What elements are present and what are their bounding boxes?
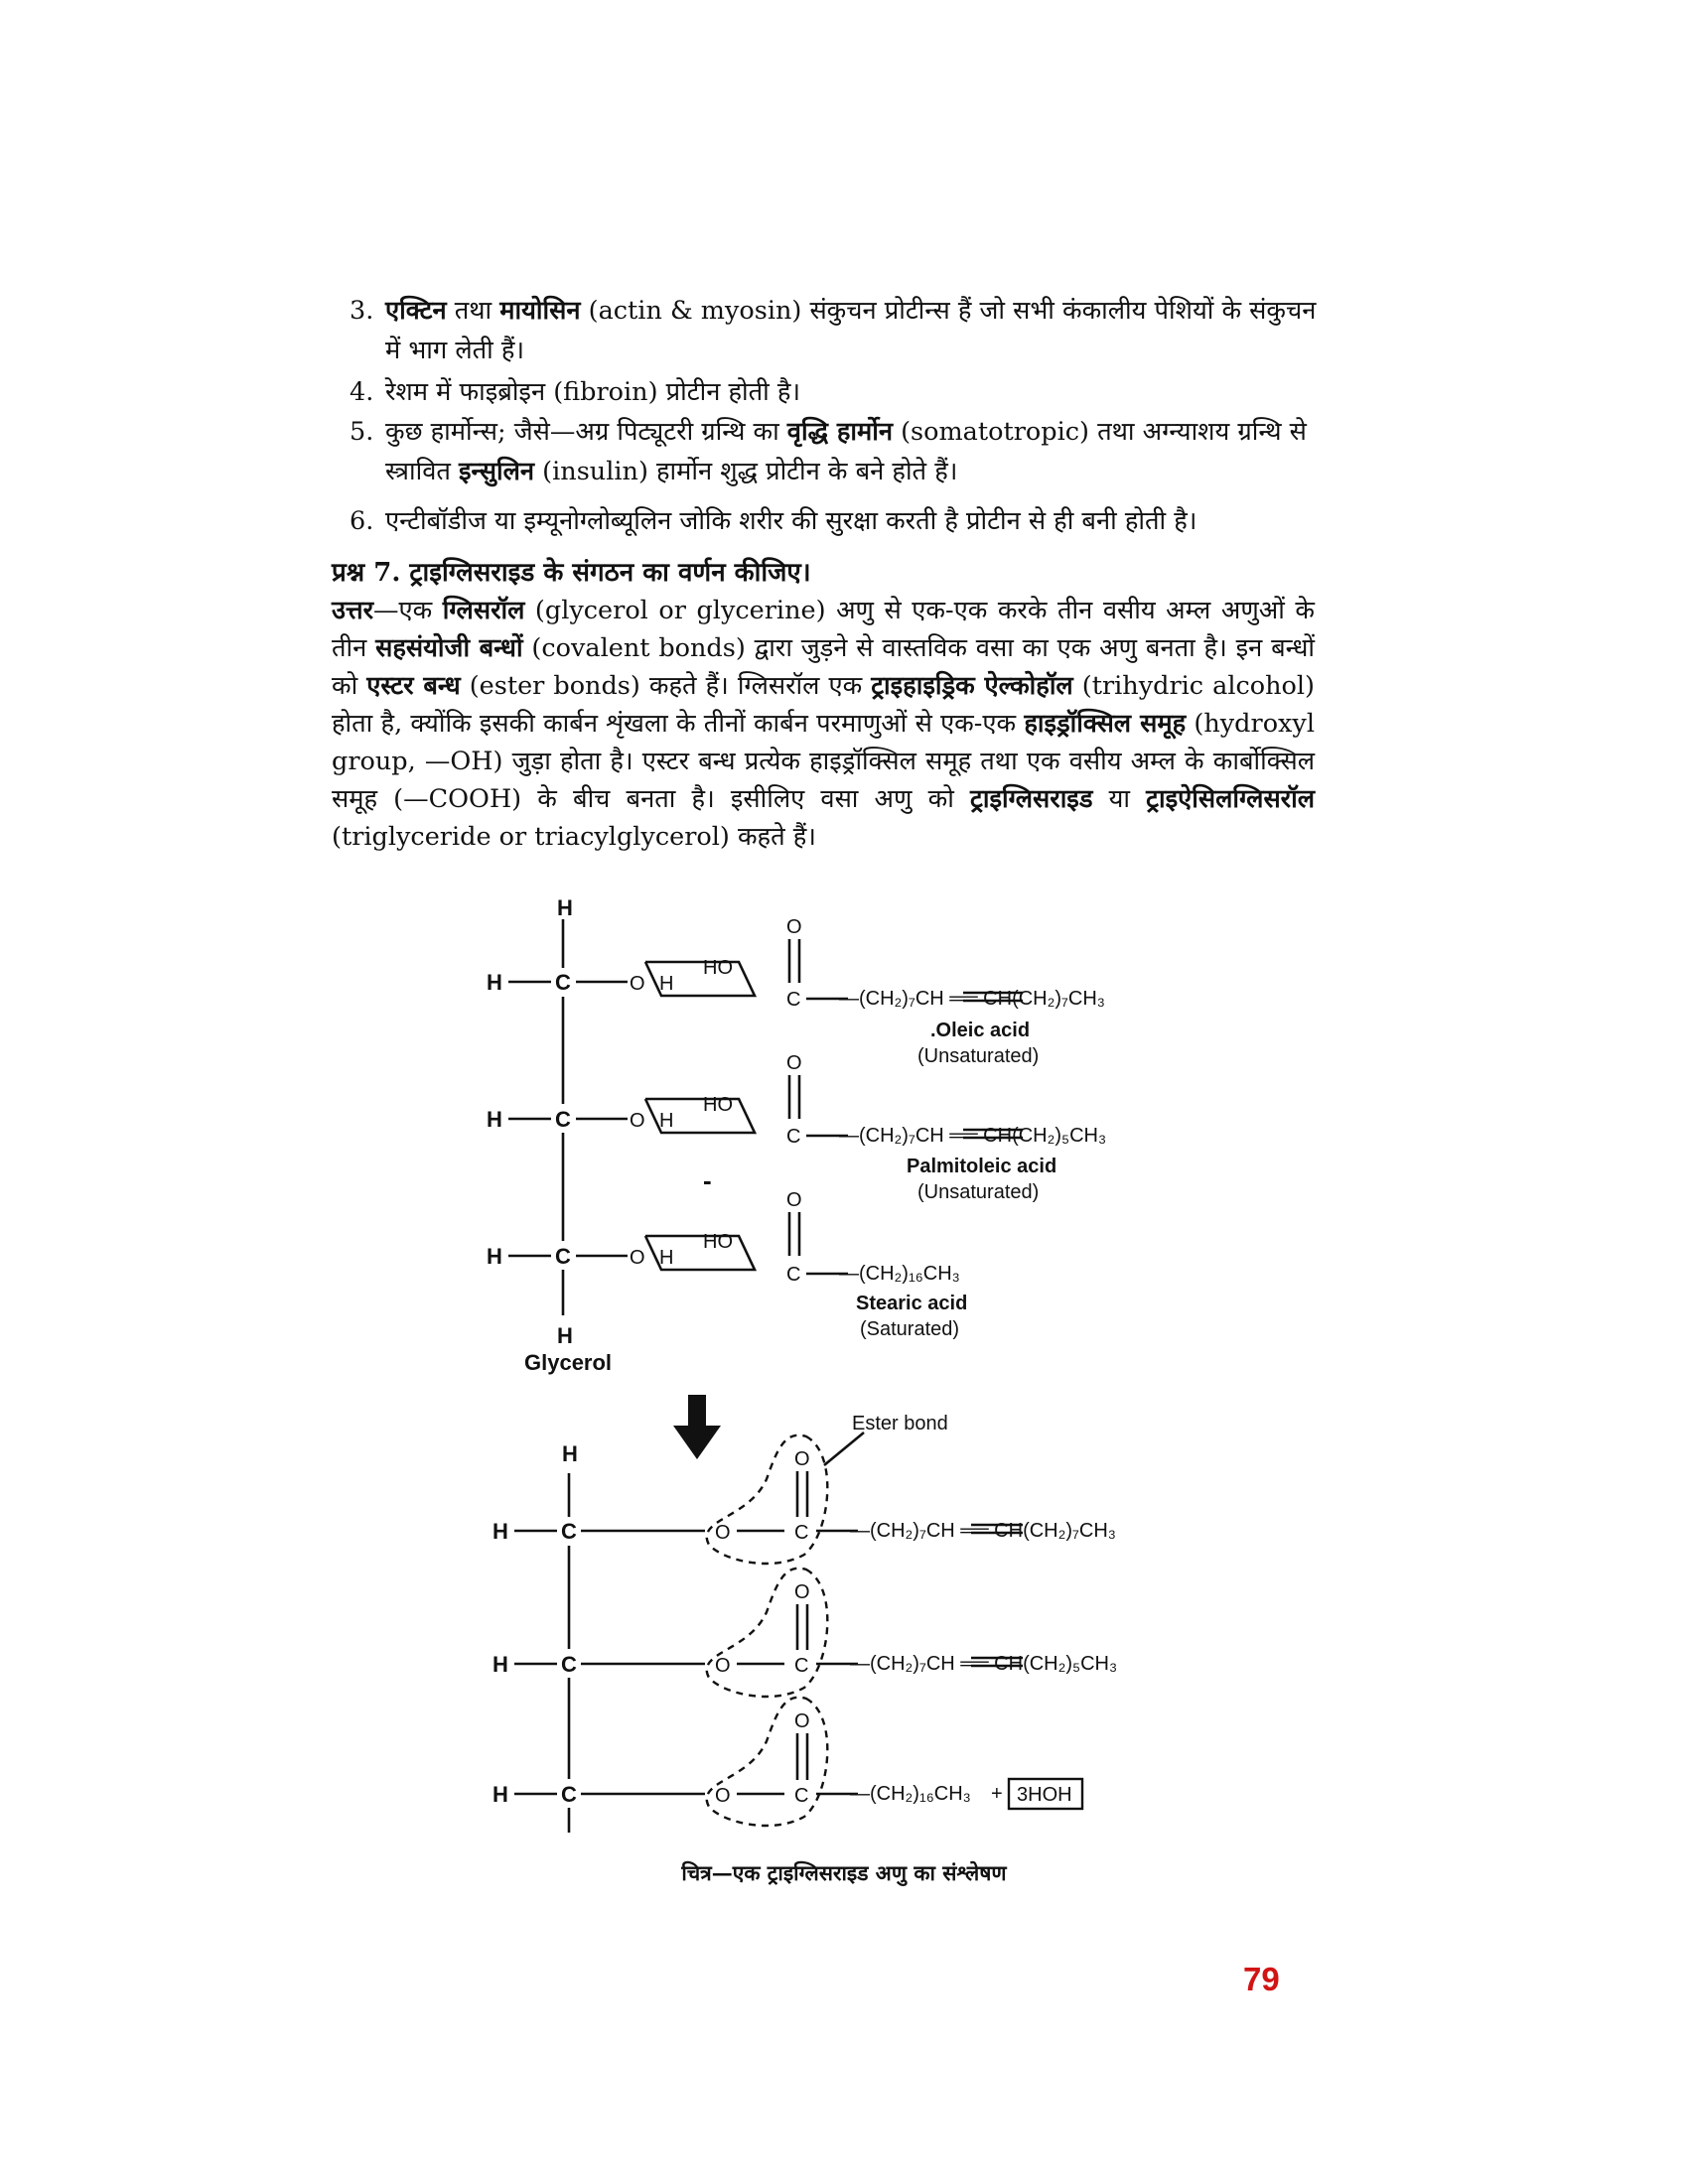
ester-o: O (715, 1655, 731, 1677)
carboxyl-c: C (786, 1126, 801, 1148)
hydroxyl-o: O (630, 1110, 645, 1132)
c-label: C (561, 1519, 577, 1544)
ester-bond-label: Ester bond (852, 1413, 948, 1434)
palmitoleic-acid-label: Palmitoleic acid (907, 1156, 1057, 1177)
list-number: 5. (350, 417, 374, 447)
h-label: H (487, 970, 502, 995)
carboxyl-ho: HO (703, 1231, 733, 1253)
hydroxyl-h: H (659, 1110, 674, 1132)
carboxyl-ho: HO (703, 957, 733, 979)
carboxyl-ho: HO (703, 1094, 733, 1116)
text-run: (ester bonds) कहते हैं। ग्लिसरॉल एक (460, 671, 872, 701)
question-heading: प्रश्न 7. ट्राइग्लिसराइड के संगठन का वर्णन कीजिए। (332, 558, 811, 588)
oleic-acid-label: .Oleic acid (930, 1020, 1031, 1041)
ester-c: C (794, 1785, 809, 1807)
c-label: C (555, 970, 571, 995)
carbonyl-o: O (794, 1448, 810, 1470)
text-run: (triglyceride or triacylglycerol) कहते हैं। (332, 822, 816, 852)
figure-caption: चित्र—एक ट्राइग्लिसराइड अणु का संश्लेषण (681, 1860, 1007, 1885)
carbonyl-o: O (786, 1052, 802, 1074)
chain-stearic: —(CH₂)₁₆CH₃ (850, 1783, 971, 1805)
text-run: या (1092, 784, 1147, 814)
text-run: —एक (373, 596, 443, 625)
bold-term: ट्राइग्लिसराइड (969, 784, 1093, 814)
ester-c: C (794, 1522, 809, 1544)
plus-sign: + (991, 1783, 1003, 1805)
ester-o: O (715, 1522, 731, 1544)
oleic-acid-type: (Unsaturated) (917, 1045, 1040, 1067)
hydroxyl-o: O (630, 973, 645, 995)
c-label: C (561, 1652, 577, 1677)
palmitoleic-acid-type: (Unsaturated) (917, 1181, 1040, 1203)
hydroxyl-o: O (630, 1247, 645, 1269)
bold-term: ट्राइहाइड्रिक ऐल्कोहॉल (871, 671, 1073, 701)
list-number: 4. (350, 377, 374, 407)
bold-term: इन्सुलिन (459, 457, 535, 486)
carboxyl-c: C (786, 1264, 801, 1286)
h-label: H (492, 1652, 508, 1677)
text-run: (trihydric alcohol) होता है, क्योंकि इसकी कार्बन शृंखला के तीनों कार्बन परमाणुओं से एक-एक (332, 671, 1315, 739)
chain-oleic: —(CH₂)₇CH ══ CH(CH₂)₇CH₃ (850, 1520, 1116, 1542)
text-run: (insulin) हार्मोन शुद्ध प्रोटीन के बने होते हैं। (534, 457, 958, 486)
list-number: 3. (350, 296, 374, 326)
glycerol-label: Glycerol (524, 1350, 613, 1375)
text-run: (covalent bonds) द्वारा जुड़ने से वास्तविक वसा का एक अणु बनता है। इन बन्धों को (332, 633, 1315, 701)
ester-c: C (794, 1655, 809, 1677)
h-label: H (487, 1244, 502, 1269)
bold-term: हाइड्रॉक्सिल समूह (1024, 709, 1187, 739)
stearic-acid-label: Stearic acid (856, 1293, 968, 1314)
dash-mark: - (703, 1165, 712, 1195)
text-run: कुछ हार्मोन्स; जैसे—अग्र पिट्यूटरी ग्रन्थि का (385, 417, 787, 447)
chain-stearic: —(CH₂)₁₆CH₃ (839, 1263, 960, 1285)
carbonyl-o: O (786, 1189, 802, 1211)
text-run: एन्टीबॉडीज या इम्यूनोग्लोब्यूलिन जोकि शरीर की सुरक्षा करती है प्रोटीन से ही बनी होती है। (385, 506, 1197, 536)
page-number: 79 (1243, 1961, 1280, 1997)
text-run: (actin & myosin) संकुचन प्रोटीन्स हैं जो सभी कंकालीय पेशियों के संकुचन में भाग लेती हैं। (385, 296, 1317, 365)
bold-term: एक्टिन (385, 296, 447, 326)
h-label: H (492, 1782, 508, 1807)
chain-palmitoleic: —(CH₂)₇CH ══ CH(CH₂)₅CH₃ (839, 1125, 1107, 1147)
bold-term: ग्लिसरॉल (442, 596, 525, 625)
c-label: C (561, 1782, 577, 1807)
carbonyl-o: O (794, 1581, 810, 1603)
hydroxyl-h: H (659, 973, 674, 995)
bold-term: सहसंयोजी बन्धों (375, 633, 523, 663)
chain-oleic: —(CH₂)₇CH ══ CH(CH₂)₇CH₃ (839, 988, 1105, 1010)
stearic-acid-type: (Saturated) (860, 1318, 960, 1340)
carbonyl-o: O (794, 1710, 810, 1732)
bold-term: मायोसिन (499, 296, 581, 326)
carboxyl-c: C (786, 989, 801, 1011)
chain-palmitoleic: —(CH₂)₇CH ══ CH(CH₂)₅CH₃ (850, 1653, 1118, 1675)
text-run: (glycerol or glycerine) अणु से एक-एक करके तीन वसीय अम्ल अणुओं के तीन (332, 596, 1315, 663)
text-run: रेशम में फाइब्रोइन (fibroin) प्रोटीन होती है। (385, 377, 801, 407)
ester-o: O (715, 1785, 731, 1807)
h-label: H (557, 895, 573, 920)
bold-term: वृद्धि हार्मोन (786, 417, 893, 447)
h-label: H (557, 1323, 573, 1348)
c-label: C (555, 1107, 571, 1132)
h-label: H (562, 1441, 578, 1466)
carbonyl-o: O (786, 916, 802, 938)
bold-term: उत्तर (332, 596, 374, 625)
text-run: तथा (446, 296, 500, 326)
water-label: 3HOH (1017, 1784, 1072, 1806)
list-number: 6. (350, 506, 374, 536)
h-label: H (492, 1519, 508, 1544)
bold-term: एस्टर बन्ध (366, 671, 461, 701)
c-label: C (555, 1244, 571, 1269)
hydroxyl-h: H (659, 1247, 674, 1269)
bold-term: ट्राइऐसिलग्लिसरॉल (1146, 784, 1316, 814)
text-run: (hydroxyl group, —OH) जुड़ा होता है। एस्टर बन्ध प्रत्येक हाइड्रॉक्सिल समूह तथा एक वसीय अम्ल के कार्बोक्सिल समूह (—COOH) के बीच बनता है। इसीलिए वसा अणु को (332, 709, 1315, 814)
text-run: (somatotropic) तथा अग्न्याशय ग्रन्थि से स्त्रावित (385, 417, 1307, 486)
h-label: H (487, 1107, 502, 1132)
